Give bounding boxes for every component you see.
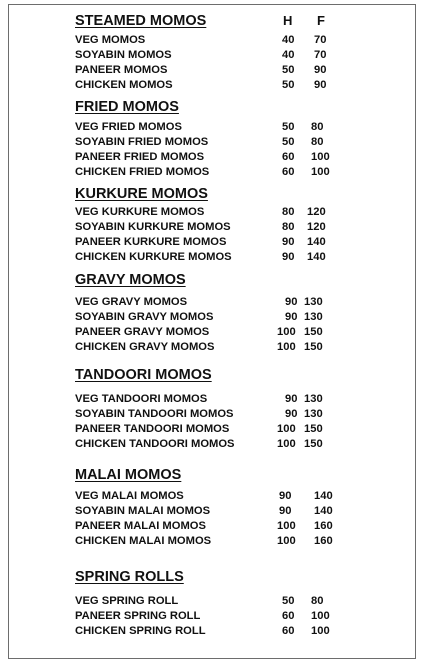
item-name: VEG FRIED MOMOS <box>75 121 182 133</box>
menu-item-row <box>0 79 426 94</box>
menu-item-row <box>0 326 426 341</box>
item-name: PANEER MALAI MOMOS <box>75 520 206 532</box>
section-title: FRIED MOMOS <box>75 99 179 115</box>
menu-item-row <box>0 311 426 326</box>
item-name: SOYABIN MALAI MOMOS <box>75 505 211 517</box>
item-price-half: 100 <box>277 423 296 435</box>
item-price-half: 100 <box>277 535 296 547</box>
menu-item-row <box>0 625 426 640</box>
item-price-full: 90 <box>314 79 327 91</box>
section-title: STEAMED MOMOS <box>75 13 207 29</box>
item-price-full: 150 <box>304 326 323 338</box>
item-price-full: 70 <box>314 34 327 46</box>
menu-item-row <box>0 136 426 151</box>
item-price-half: 90 <box>279 505 292 517</box>
item-name: CHICKEN KURKURE MOMOS <box>75 251 232 263</box>
menu-item-row <box>0 393 426 408</box>
menu-item-row <box>0 251 426 266</box>
item-price-full: 130 <box>304 311 323 323</box>
menu-item-row <box>0 49 426 64</box>
item-price-half: 50 <box>282 64 295 76</box>
item-price-half: 80 <box>282 206 295 218</box>
item-name: CHICKEN TANDOORI MOMOS <box>75 438 235 450</box>
item-price-full: 100 <box>311 625 330 637</box>
item-name: SOYABIN KURKURE MOMOS <box>75 221 231 233</box>
item-price-half: 80 <box>282 221 295 233</box>
menu-item-row <box>0 341 426 356</box>
item-name: PANEER MOMOS <box>75 64 168 76</box>
item-name: SOYABIN TANDOORI MOMOS <box>75 408 234 420</box>
menu-item-row <box>0 610 426 625</box>
item-price-full: 130 <box>304 408 323 420</box>
item-price-full: 100 <box>311 151 330 163</box>
item-name: VEG GRAVY MOMOS <box>75 296 188 308</box>
menu-item-row <box>0 221 426 236</box>
menu-item-row <box>0 423 426 438</box>
column-header-half: H <box>283 13 293 28</box>
menu-item-row <box>0 438 426 453</box>
item-price-full: 120 <box>307 206 326 218</box>
item-price-full: 140 <box>314 505 333 517</box>
item-price-half: 50 <box>282 595 295 607</box>
item-price-full: 120 <box>307 221 326 233</box>
item-price-full: 140 <box>307 236 326 248</box>
menu-item-row <box>0 121 426 136</box>
item-name: CHICKEN FRIED MOMOS <box>75 166 210 178</box>
item-price-half: 50 <box>282 136 295 148</box>
item-price-full: 160 <box>314 520 333 532</box>
item-price-half: 90 <box>285 393 298 405</box>
item-price-half: 90 <box>279 490 292 502</box>
item-name: SOYABIN MOMOS <box>75 49 172 61</box>
item-price-half: 90 <box>285 296 298 308</box>
item-name: CHICKEN SPRING ROLL <box>75 625 206 637</box>
item-price-half: 50 <box>282 79 295 91</box>
item-price-full: 140 <box>314 490 333 502</box>
item-price-full: 150 <box>304 438 323 450</box>
item-name: VEG KURKURE MOMOS <box>75 206 205 218</box>
item-price-full: 70 <box>314 49 327 61</box>
menu-item-row <box>0 490 426 505</box>
item-price-half: 100 <box>277 438 296 450</box>
item-price-full: 80 <box>311 136 324 148</box>
item-price-half: 100 <box>277 520 296 532</box>
item-price-full: 100 <box>311 610 330 622</box>
item-price-full: 160 <box>314 535 333 547</box>
item-name: CHICKEN GRAVY MOMOS <box>75 341 215 353</box>
item-name: VEG SPRING ROLL <box>75 595 179 607</box>
item-price-half: 90 <box>282 236 295 248</box>
item-name: SOYABIN FRIED MOMOS <box>75 136 209 148</box>
item-price-full: 90 <box>314 64 327 76</box>
menu-item-row <box>0 64 426 79</box>
item-name: VEG MOMOS <box>75 34 146 46</box>
menu-item-row <box>0 535 426 550</box>
item-name: CHICKEN MALAI MOMOS <box>75 535 212 547</box>
item-price-half: 60 <box>282 625 295 637</box>
item-price-full: 150 <box>304 341 323 353</box>
item-price-full: 80 <box>311 121 324 133</box>
menu-item-row <box>0 166 426 181</box>
item-name: CHICKEN MOMOS <box>75 79 173 91</box>
item-price-half: 60 <box>282 166 295 178</box>
item-name: PANEER GRAVY MOMOS <box>75 326 210 338</box>
item-name: VEG MALAI MOMOS <box>75 490 184 502</box>
section-title: SPRING ROLLS <box>75 569 184 585</box>
item-price-half: 90 <box>285 311 298 323</box>
section-title: MALAI MOMOS <box>75 467 182 483</box>
menu-item-row <box>0 34 426 49</box>
item-price-half: 40 <box>282 34 295 46</box>
menu-item-row <box>0 236 426 251</box>
item-name: PANEER SPRING ROLL <box>75 610 201 622</box>
item-price-half: 100 <box>277 326 296 338</box>
item-price-half: 100 <box>277 341 296 353</box>
item-price-full: 130 <box>304 393 323 405</box>
item-price-half: 60 <box>282 151 295 163</box>
column-header-full: F <box>317 13 325 28</box>
section-title: GRAVY MOMOS <box>75 272 186 288</box>
item-price-full: 130 <box>304 296 323 308</box>
item-name: PANEER FRIED MOMOS <box>75 151 205 163</box>
item-price-half: 90 <box>285 408 298 420</box>
item-price-half: 40 <box>282 49 295 61</box>
item-price-full: 100 <box>311 166 330 178</box>
menu-item-row <box>0 505 426 520</box>
item-name: PANEER KURKURE MOMOS <box>75 236 227 248</box>
item-price-full: 150 <box>304 423 323 435</box>
item-price-half: 90 <box>282 251 295 263</box>
menu-item-row <box>0 520 426 535</box>
item-price-half: 50 <box>282 121 295 133</box>
menu-item-row <box>0 296 426 311</box>
menu-item-row <box>0 206 426 221</box>
menu-item-row <box>0 408 426 423</box>
item-name: SOYABIN GRAVY MOMOS <box>75 311 214 323</box>
item-price-full: 140 <box>307 251 326 263</box>
item-price-full: 80 <box>311 595 324 607</box>
item-price-half: 60 <box>282 610 295 622</box>
item-name: VEG TANDOORI MOMOS <box>75 393 208 405</box>
section-title: TANDOORI MOMOS <box>75 367 212 383</box>
item-name: PANEER TANDOORI MOMOS <box>75 423 230 435</box>
menu-item-row <box>0 151 426 166</box>
section-title: KURKURE MOMOS <box>75 186 208 202</box>
menu-item-row <box>0 595 426 610</box>
